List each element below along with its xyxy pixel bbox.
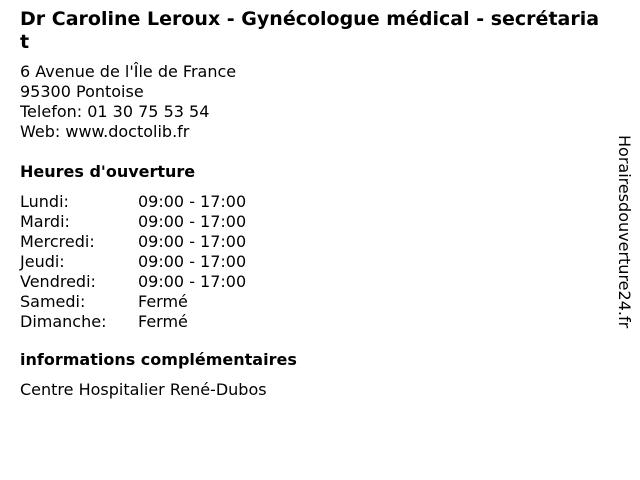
hours-row-tuesday xyxy=(20,212,620,232)
website-text: Web: www.doctolib.fr xyxy=(20,122,190,141)
day-hours: Fermé xyxy=(138,292,188,311)
hours-table xyxy=(20,192,620,332)
day-hours: 09:00 - 17:00 xyxy=(138,272,247,291)
day-label: Mardi: xyxy=(20,212,70,231)
day-hours: 09:00 - 17:00 xyxy=(138,212,247,231)
info-text: Centre Hospitalier René-Dubos xyxy=(20,380,267,399)
day-hours: 09:00 - 17:00 xyxy=(138,232,247,251)
day-label: Mercredi: xyxy=(20,232,95,251)
day-hours: 09:00 - 17:00 xyxy=(138,252,247,271)
day-label: Samedi: xyxy=(20,292,86,311)
day-label: Jeudi: xyxy=(20,252,65,271)
day-label: Lundi: xyxy=(20,192,69,211)
hours-row-thursday xyxy=(20,252,620,272)
address-street: 6 Avenue de l'Île de France xyxy=(20,62,237,81)
day-label: Dimanche: xyxy=(20,312,107,331)
hours-row-saturday xyxy=(20,292,620,312)
day-label: Vendredi: xyxy=(20,272,96,291)
phone-text: Telefon: 01 30 75 53 54 xyxy=(20,102,210,121)
site-watermark: Horairesdouverture24.fr xyxy=(615,135,634,329)
hours-heading: Heures d'ouverture xyxy=(20,162,196,181)
page-title: Dr Caroline Leroux - Gynécologue médical - secrétariat xyxy=(20,8,600,53)
business-listing xyxy=(20,8,620,400)
address-city: 95300 Pontoise xyxy=(20,82,144,101)
hours-row-sunday xyxy=(20,312,620,332)
hours-row-monday xyxy=(20,192,620,212)
day-hours: 09:00 - 17:00 xyxy=(138,192,247,211)
hours-row-friday xyxy=(20,272,620,292)
day-hours: Fermé xyxy=(138,312,188,331)
hours-row-wednesday xyxy=(20,232,620,252)
contact-block xyxy=(20,62,620,142)
info-heading: informations complémentaires xyxy=(20,350,297,369)
